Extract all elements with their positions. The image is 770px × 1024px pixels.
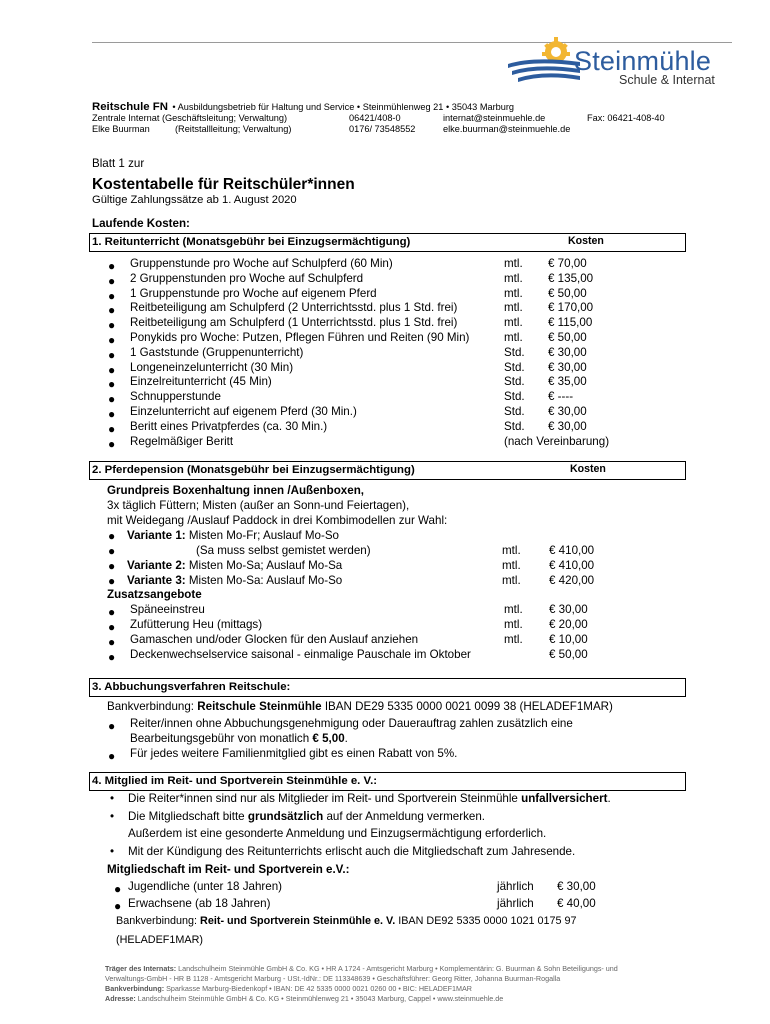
bullet-icon: ● (108, 650, 116, 664)
club-bank-bic: (HELADEF1MAR) (116, 934, 203, 946)
extra-description: Gamaschen und/oder Glocken für den Auslauf anziehen (130, 633, 419, 646)
footer-line-2: Verwaltungs-GmbH - HR B 1128 - Amtsgericht Marburg - USt.-IdNr.: DE 113348639 • Geschäftsführer: Georg Ritter, Johanna Buurman-Rogalla (105, 974, 561, 983)
section-2-cost-header: Kosten (570, 463, 606, 475)
bullet-icon: ● (108, 574, 116, 588)
membership-adult-unit: jährlich (497, 897, 534, 910)
variant-3-price: € 420,00 (549, 574, 595, 587)
bullet-icon: ● (114, 882, 122, 896)
lesson-price: € 30,00 (548, 360, 587, 374)
cancellation-note: Mit der Kündigung des Reitunterrichts erlischt auch die Mitgliedschaft zum Jahresende. (128, 845, 576, 858)
bullet-icon: • (110, 792, 115, 805)
school-bank-line: Bankverbindung: Reitschule Steinmühle IBAN DE29 5335 0000 0021 0099 38 (HELADEF1MAR) (107, 700, 613, 713)
lesson-description: Gruppenstunde pro Woche auf Schulpferd (60 Min) (130, 257, 393, 270)
lesson-unit: mtl. (504, 301, 523, 315)
bullet-icon: ● (108, 749, 116, 763)
bullet-icon: ● (108, 605, 116, 619)
membership-youth-price: € 30,00 (557, 880, 596, 893)
extra-unit: mtl. (504, 633, 523, 646)
lesson-description: 2 Gruppenstunden pro Woche auf Schulpferd (130, 271, 364, 285)
lesson-description: Einzelunterricht auf eigenem Pferd (30 Min.) (130, 405, 357, 418)
section-3-title: 3. Abbuchungsverfahren Reitschule: (92, 681, 291, 693)
lesson-price: € 35,00 (548, 375, 587, 389)
lesson-price: € 70,00 (548, 257, 587, 270)
lesson-description: Ponykids pro Woche: Putzen, Pflegen Führen und Reiten (90 Min) (130, 331, 470, 344)
variant-3: Variante 3: Misten Mo-Sa: Auslauf Mo-So (127, 574, 343, 587)
lesson-price: € 30,00 (548, 419, 587, 433)
lesson-price: € 170,00 (548, 301, 594, 315)
variant-2: Variante 2: Misten Mo-Sa; Auslauf Mo-Sa (127, 559, 343, 572)
lesson-unit: mtl. (504, 331, 523, 344)
variant-2-price: € 410,00 (549, 559, 595, 572)
lesson-price: € ---- (548, 390, 574, 404)
membership-youth: Jugendliche (unter 18 Jahren) (128, 880, 283, 893)
lesson-description: Reitbeteiligung am Schulpferd (2 Unterrichtsstd. plus 1 Std. frei) (130, 301, 458, 315)
contact-central-phone: 06421/408-0 (349, 113, 401, 123)
section-1-cost-header: Kosten (568, 235, 604, 247)
bullet-icon: • (110, 845, 115, 858)
bullet-icon: ● (108, 620, 116, 634)
extra-description: Deckenwechselservice saisonal - einmalige Pauschale im Oktober (130, 648, 471, 661)
lesson-unit: mtl. (504, 286, 523, 300)
variant-3-unit: mtl. (502, 574, 521, 587)
contact-stable-phone: 0176/ 73548552 (349, 124, 416, 134)
school-address: • Ausbildungsbetrieb für Haltung und Service • Steinmühlenweg 21 • 35043 Marburg (172, 102, 515, 112)
pension-intro-3: mit Weidegang /Auslauf Paddock in drei Kombimodellen zur Wahl: (107, 514, 448, 527)
lesson-unit: Std. (504, 345, 525, 359)
steinmuehle-logo-icon (504, 34, 584, 84)
lesson-description: Regelmäßiger Beritt (130, 434, 234, 448)
school-name: Reitschule FN (92, 101, 168, 113)
membership-adult: Erwachsene (ab 18 Jahren) (128, 897, 271, 910)
bullet-icon: ● (108, 559, 116, 573)
extra-description: Späneeinstreu (130, 603, 205, 616)
bullet-icon: ● (108, 407, 116, 421)
variant-2-unit: mtl. (502, 559, 521, 572)
page-title: Kostentabelle für Reitschüler*innen (92, 176, 355, 193)
extra-description: Zufütterung Heu (mittags) (130, 618, 263, 631)
lesson-description: Schnupperstunde (130, 390, 221, 404)
extras-heading: Zusatzsangebote (107, 588, 202, 601)
contact-central: Zentrale Internat (Geschäftsleitung; Verwaltung) (92, 113, 288, 123)
lesson-description: Reitbeteiligung am Schulpferd (1 Unterrichtsstd. plus 1 Std. frei) (130, 316, 458, 330)
extra-price: € 50,00 (549, 648, 588, 661)
membership-heading: Mitgliedschaft im Reit- und Sportverein e.V.: (107, 863, 350, 876)
lesson-price: € 135,00 (548, 271, 594, 285)
variant-1-unit: mtl. (502, 544, 521, 557)
extra-unit: mtl. (504, 618, 523, 631)
bullet-icon: ● (108, 392, 116, 407)
section-2-title: 2. Pferdepension (Monatsgebühr bei Einzugsermächtigung) (92, 464, 415, 476)
bullet-icon: ● (108, 635, 116, 649)
logo-name: Steinmühle (574, 46, 712, 76)
section-1-title: 1. Reitunterricht (Monatsgebühr bei Einzugsermächtigung) (92, 236, 411, 248)
bullet-icon: ● (108, 318, 116, 333)
footer-line-3: Bankverbindung: Sparkasse Marburg-Biedenkopf • IBAN: DE 42 5335 0000 0021 0260 00 • BIC: HELADEF1MAR (105, 984, 472, 993)
membership-note-2: Außerdem ist eine gesonderte Anmeldung und Einzugsermächtigung erforderlich. (128, 827, 547, 840)
family-discount: Für jedes weitere Familienmitglied gibt es einen Rabatt von 5%. (130, 747, 458, 760)
bullet-icon: ● (108, 288, 116, 303)
bullet-icon: ● (108, 719, 116, 733)
bullet-icon: ● (108, 362, 116, 377)
bullet-icon: ● (108, 273, 116, 288)
bullet-icon: ● (108, 259, 116, 273)
bullet-icon: ● (108, 347, 116, 362)
pension-intro-2: 3x täglich Füttern; Misten (außer an Sonn-und Feiertagen), (107, 499, 410, 512)
lesson-description: Beritt eines Privatpferdes (ca. 30 Min.) (130, 419, 328, 433)
lesson-price: € 30,00 (548, 405, 587, 418)
lesson-price: € 50,00 (548, 286, 587, 300)
variant-1-note: (Sa muss selbst gemistet werden) (196, 544, 371, 557)
insurance-note: Die Reiter*innen sind nur als Mitglieder im Reit- und Sportverein Steinmühle unfallversichert. (128, 792, 611, 805)
membership-adult-price: € 40,00 (557, 897, 596, 910)
bullet-icon: ● (108, 333, 116, 347)
header-rule (92, 42, 732, 43)
extra-price: € 30,00 (549, 603, 588, 616)
bullet-icon: ● (108, 303, 116, 318)
extra-unit: mtl. (504, 603, 523, 616)
contact-stable-role: (Reitstallleitung; Verwaltung) (175, 124, 292, 134)
variant-1: Variante 1: Misten Mo-Fr; Auslauf Mo-So (127, 529, 340, 542)
lesson-description: 1 Gruppenstunde pro Woche auf eigenem Pferd (130, 286, 377, 300)
variant-1-price: € 410,00 (549, 544, 595, 557)
lesson-price: € 115,00 (548, 316, 593, 330)
running-costs-heading: Laufende Kosten: (92, 217, 190, 230)
lesson-price: € 30,00 (548, 345, 587, 359)
bullet-icon: ● (114, 899, 122, 913)
fee-note-line-2: Bearbeitungsgebühr von monatlich € 5,00. (130, 732, 348, 745)
contact-central-email[interactable]: internat@steinmuehle.de (443, 113, 546, 123)
lesson-description: Longeneinzelunterricht (30 Min) (130, 360, 294, 374)
pension-intro-1: Grundpreis Boxenhaltung innen /Außenboxen, (107, 484, 365, 497)
lesson-unit: mtl. (504, 316, 523, 330)
lesson-description: Einzelreitunterricht (45 Min) (130, 375, 272, 389)
bullet-icon: ● (108, 377, 116, 392)
contact-stable: Elke Buurman (92, 124, 150, 134)
lesson-unit: (nach Vereinbarung) (504, 434, 610, 448)
membership-youth-unit: jährlich (497, 880, 534, 893)
bullet-icon: ● (108, 421, 116, 436)
extra-price: € 20,00 (549, 618, 588, 631)
lesson-description: 1 Gaststunde (Gruppenunterricht) (130, 345, 304, 359)
section-4-title: 4. Mitglied im Reit- und Sportverein Steinmühle e. V.: (92, 775, 378, 787)
lesson-unit: mtl. (504, 257, 523, 270)
bullet-icon: ● (108, 529, 116, 543)
extra-price: € 10,00 (549, 633, 588, 646)
logo-subtitle: Schule & Internat (619, 73, 715, 87)
contact-central-fax: Fax: 06421-408-40 (587, 113, 665, 123)
lesson-unit: mtl. (504, 271, 523, 285)
validity: Gültige Zahlungssätze ab 1. August 2020 (92, 194, 297, 206)
lesson-unit: Std. (504, 390, 525, 404)
footer-line-1: Träger des Internats: Landschulheim Steinmühle GmbH & Co. KG • HR A 1724 - Amtsgericht Marburg • Komplementärin: G. Buurman & Sohn Beteiligungs- und (105, 964, 618, 973)
lesson-unit: Std. (504, 419, 525, 433)
bullet-icon: ● (108, 436, 116, 451)
lesson-unit: Std. (504, 405, 525, 418)
bullet-icon: • (110, 810, 115, 823)
footer-line-4: Adresse: Landschulheim Steinmühle GmbH & Co. KG • Steinmühlenweg 21 • 35043 Marburg, Cappel • www.steinmuehle.de (105, 994, 504, 1003)
bullet-icon: ● (108, 544, 116, 558)
sheet-label: Blatt 1 zur (92, 157, 145, 170)
lesson-price: € 50,00 (548, 331, 587, 344)
membership-note: Die Mitgliedschaft bitte grundsätzlich auf der Anmeldung vermerken. (128, 810, 486, 823)
lesson-unit: Std. (504, 375, 525, 389)
contact-stable-email[interactable]: elke.buurman@steinmuehle.de (443, 124, 571, 134)
club-bank-line: Bankverbindung: Reit- und Sportverein Steinmühle e. V. IBAN DE92 5335 0000 1021 0175 97 (116, 915, 577, 927)
fee-note-line-1: Reiter/innen ohne Abbuchungsgenehmigung oder Dauerauftrag zahlen zusätzlich eine (130, 717, 573, 730)
lesson-unit: Std. (504, 360, 525, 374)
